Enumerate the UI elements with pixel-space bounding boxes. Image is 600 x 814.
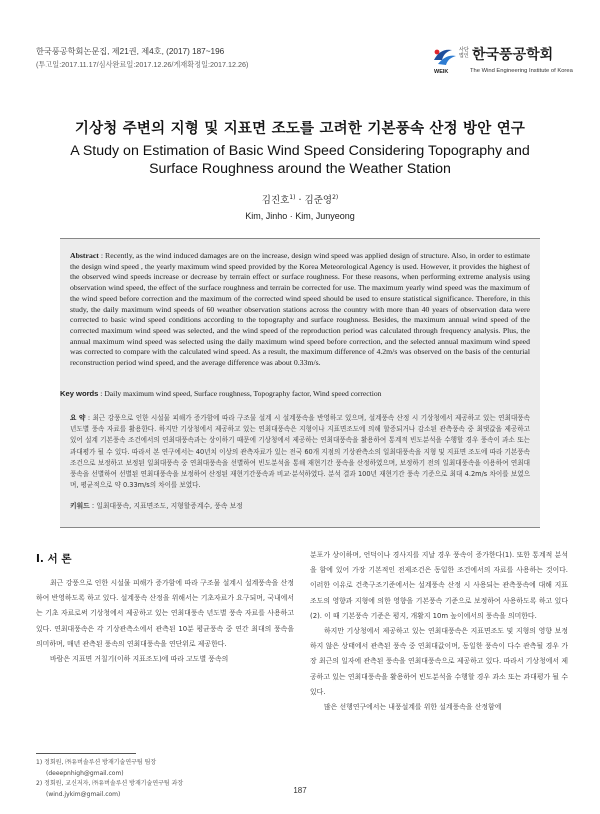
logo-name: 한국풍공학회 (472, 47, 554, 63)
footnote-2: 2) 정회원, 교신저자, ㈜유버솔루션 방재기술연구팀 과장 (36, 780, 184, 787)
body-paragraph: 바람은 지표면 거칠기(이하 지표조도)에 따라 고도별 풍속의 (50, 655, 229, 664)
title-en-line-2: Surface Roughness around the Weather Station (149, 161, 451, 177)
body-column-left (36, 576, 294, 667)
footnote-1: 1) 정회원, ㈜유버솔루션 방재기술연구팀 팀장 (36, 759, 157, 766)
author-1-name: 김진호 (261, 195, 290, 206)
body-column-right (310, 548, 568, 715)
paper-title-korean: 기상청 주변의 지형 및 지표면 조도를 고려한 기본풍속 산정 방안 연구 (74, 121, 526, 137)
keywords-label: Key words (60, 389, 99, 398)
body-paragraph: 최근 강풍으로 인한 시설물 피해가 증가함에 따라 구조물 설계시 설계풍속을 산정하여 반영하도록 하고 있다. 설계풍속 산정을 위해서는 기초자료가 요구되며, 국내에서는 기초 자료로써 기상청에서 제공하고 있는 연최대풍속 년도별 풍속 자료를 사용하고 있다. 연최대풍속은 각 기상관측소에서 관측된 10분 평균풍속 중 연간 최대의 풍속을 의미하며, 매년 관측된 풍속의 연최대풍속을 연단위로 제공한다. (36, 579, 294, 648)
summary-label: 요 약 (70, 414, 86, 422)
wind-logo-icon (432, 46, 458, 68)
footnote-1-email: (deeepnhigh@gmail.com) (46, 769, 124, 777)
logo-english: The Wind Engineering Institute of Korea (470, 68, 573, 74)
keywords-korean (70, 500, 530, 510)
logo-prefix: 사단 법인 (459, 47, 469, 59)
body-paragraph: 많은 선행연구에서는 내풍설계를 위한 설계풍속을 산정함에 (324, 703, 502, 712)
body-paragraph: 하지만 기상청에서 제공하고 있는 연최대풍속은 지표면조도 및 지형의 영향 보정하지 않은 상태에서 관측된 풍속 중 연최대값이며, 동일한 풍속이 다수 관측될 경우 가장 최근의 일자에 관측된 풍속을 연최대풍속으로 제공하고 있다. 따라서 기상청에서 제공하고 있는 연최대풍속을 활용하여 빈도분석을 수행할 경우 과소 또는 과대평가 될 수 있다. (310, 627, 568, 696)
section-heading-introduction: I. 서 론 (36, 553, 72, 565)
logo-acronym: WEIK (434, 69, 449, 75)
author-2-mark: 2) (332, 193, 339, 201)
society-logo (432, 46, 572, 78)
title-en-line-1: A Study on Estimation of Basic Wind Speed Considering Topography and (70, 143, 530, 159)
authors-korean (0, 192, 600, 206)
abstract-label: Abstract (70, 251, 99, 260)
journal-header (36, 45, 376, 71)
author-2-name: 김준영 (304, 195, 333, 206)
footnote-2-email: (wind.jykim@gmail.com) (46, 790, 121, 798)
keywords-english (60, 389, 540, 398)
keywords-korean-text: : 일최대풍속, 지표면조도, 지형할증계수, 풍속 보정 (89, 502, 243, 510)
author-1-mark: 1) (289, 193, 296, 201)
author-separator: · (295, 195, 305, 206)
summary-text: : 최근 강풍으로 인한 시설물 피해가 증가함에 따라 구조물 설계 시 설계풍속을 반영하고 있으며, 설계풍속 산정 시 기상청에서 제공하고 있는 연최대풍속 년도별 풍속 자료를 활용한다. 하지만 기상청에서 제공하고 있는 연최대풍속은 지형이나 지표면조도에 의해 할증되거나 감소된 관측풍속 중 최댓값을 제공하고 있어 설계 기본풍속 조건에서의 연최대풍속과는 상이하기 때문에 기상청에서 제공하는 연최대풍속을 활용하여 통계적 빈도분석을 수행할 경우 풍속이 과소 또는 과대평가 될 수 있다. 따라서 본 연구에서는 40년치 이상의 관측자료가 있는 전국 60개 지점의 기상관측소의 일최대풍속을 지형 및 지표면 조도에 따라 기본풍속 조건으로 보정하고 보정된 일최대풍속 중 연최대풍속을 선별하여 빈도분석을 통해 재현기간 풍속을 산정하였으며, 보정하기 전의 일최대풍속을 이용하여 연최대풍속을 선별하여 선별된 연최대풍속을 보정하여 산정된 재현기간풍속과 비교·분석하였다. 분석 결과 100년 재현기간 풍속 기준으로 최대 4.2m/s 차이를 보였으며, 평균적으로 약 0.33m/s의 차이를 보였다. (70, 414, 530, 490)
footnote-divider (36, 753, 136, 754)
paper-title-english (60, 142, 540, 178)
page-number: 187 (293, 786, 307, 795)
journal-citation: 한국풍공학회논문집, 제21권, 제4호, (2017) 187~196 (36, 47, 225, 56)
submission-dates: (투고일:2017.11.17/심사완료일:2017.12.26/게재확정일:2017.12.26) (36, 60, 249, 69)
authors-english: Kim, Jinho · Kim, Junyeong (245, 211, 355, 221)
abstract-box (60, 238, 540, 406)
keywords-text: : Daily maximum wind speed, Surface roughness, Topography factor, Wind speed correction (98, 389, 382, 398)
body-paragraph: 분포가 상이하며, 언덕이나 경사지를 지날 경우 풍속이 증가한다(1). 또한 통계적 분석을 함에 있어 가장 기본적인 전제조건은 동일한 조건에서의 자료를 사용하는 것이다. 이러한 이유로 건축구조기준에서는 설계풍속 산정 시 사용되는 관측풍속에 대해 지표조도의 영향과 지형에 의한 영향을 기본풍속 기준으로 보정하여 사용하도록 하고 있다(2). 이 때 기본풍속 기준은 평지, 개활지 10m 높이에서의 풍속을 의미한다. (310, 551, 568, 620)
keywords-korean-label: 키워드 (70, 502, 90, 510)
abstract-text: : Recently, as the wind induced damages are on the increase, design wind speed was applied design of structure. Also, in order to estimate the design wind speed , the yearly maximum wind speed provided by the Korea Meteorological Agency is used. However, it provides the highest of the observed wind speeds increase or decrease by terrain effect or surface roughness. For these reasons, when performing extreme analysis using observation wind speed, the effect of the surface roughness and terrain be corrected for use. The maximum yearly wind speed was the maximum of the wind speed before correction and the maximum of the corrected wind speed should be used to ensure statistical significance. Therefore, in this study, the daily maximum wind speeds of 60 weather observation stations across the country with more than 40 years of observation data were corrected to basic wind speed conditions according to the topography and surface roughness. Besides, the maximum annual wind speed of the corrected maximum wind speed was selected, and the wind speed of the reproduction period was calculated through frequency analysis. Plus, the annual maximum wind speed was selected using the daily maximum wind speed before correction, and the selected annual maximum wind speed was corrected to compare with the calculated wind speed. As a result, the maximum difference of 4.2m/s was observed on the basis of the centurial reconstruction period wind speed, and the average difference was about 0.33m/s. (70, 251, 530, 368)
